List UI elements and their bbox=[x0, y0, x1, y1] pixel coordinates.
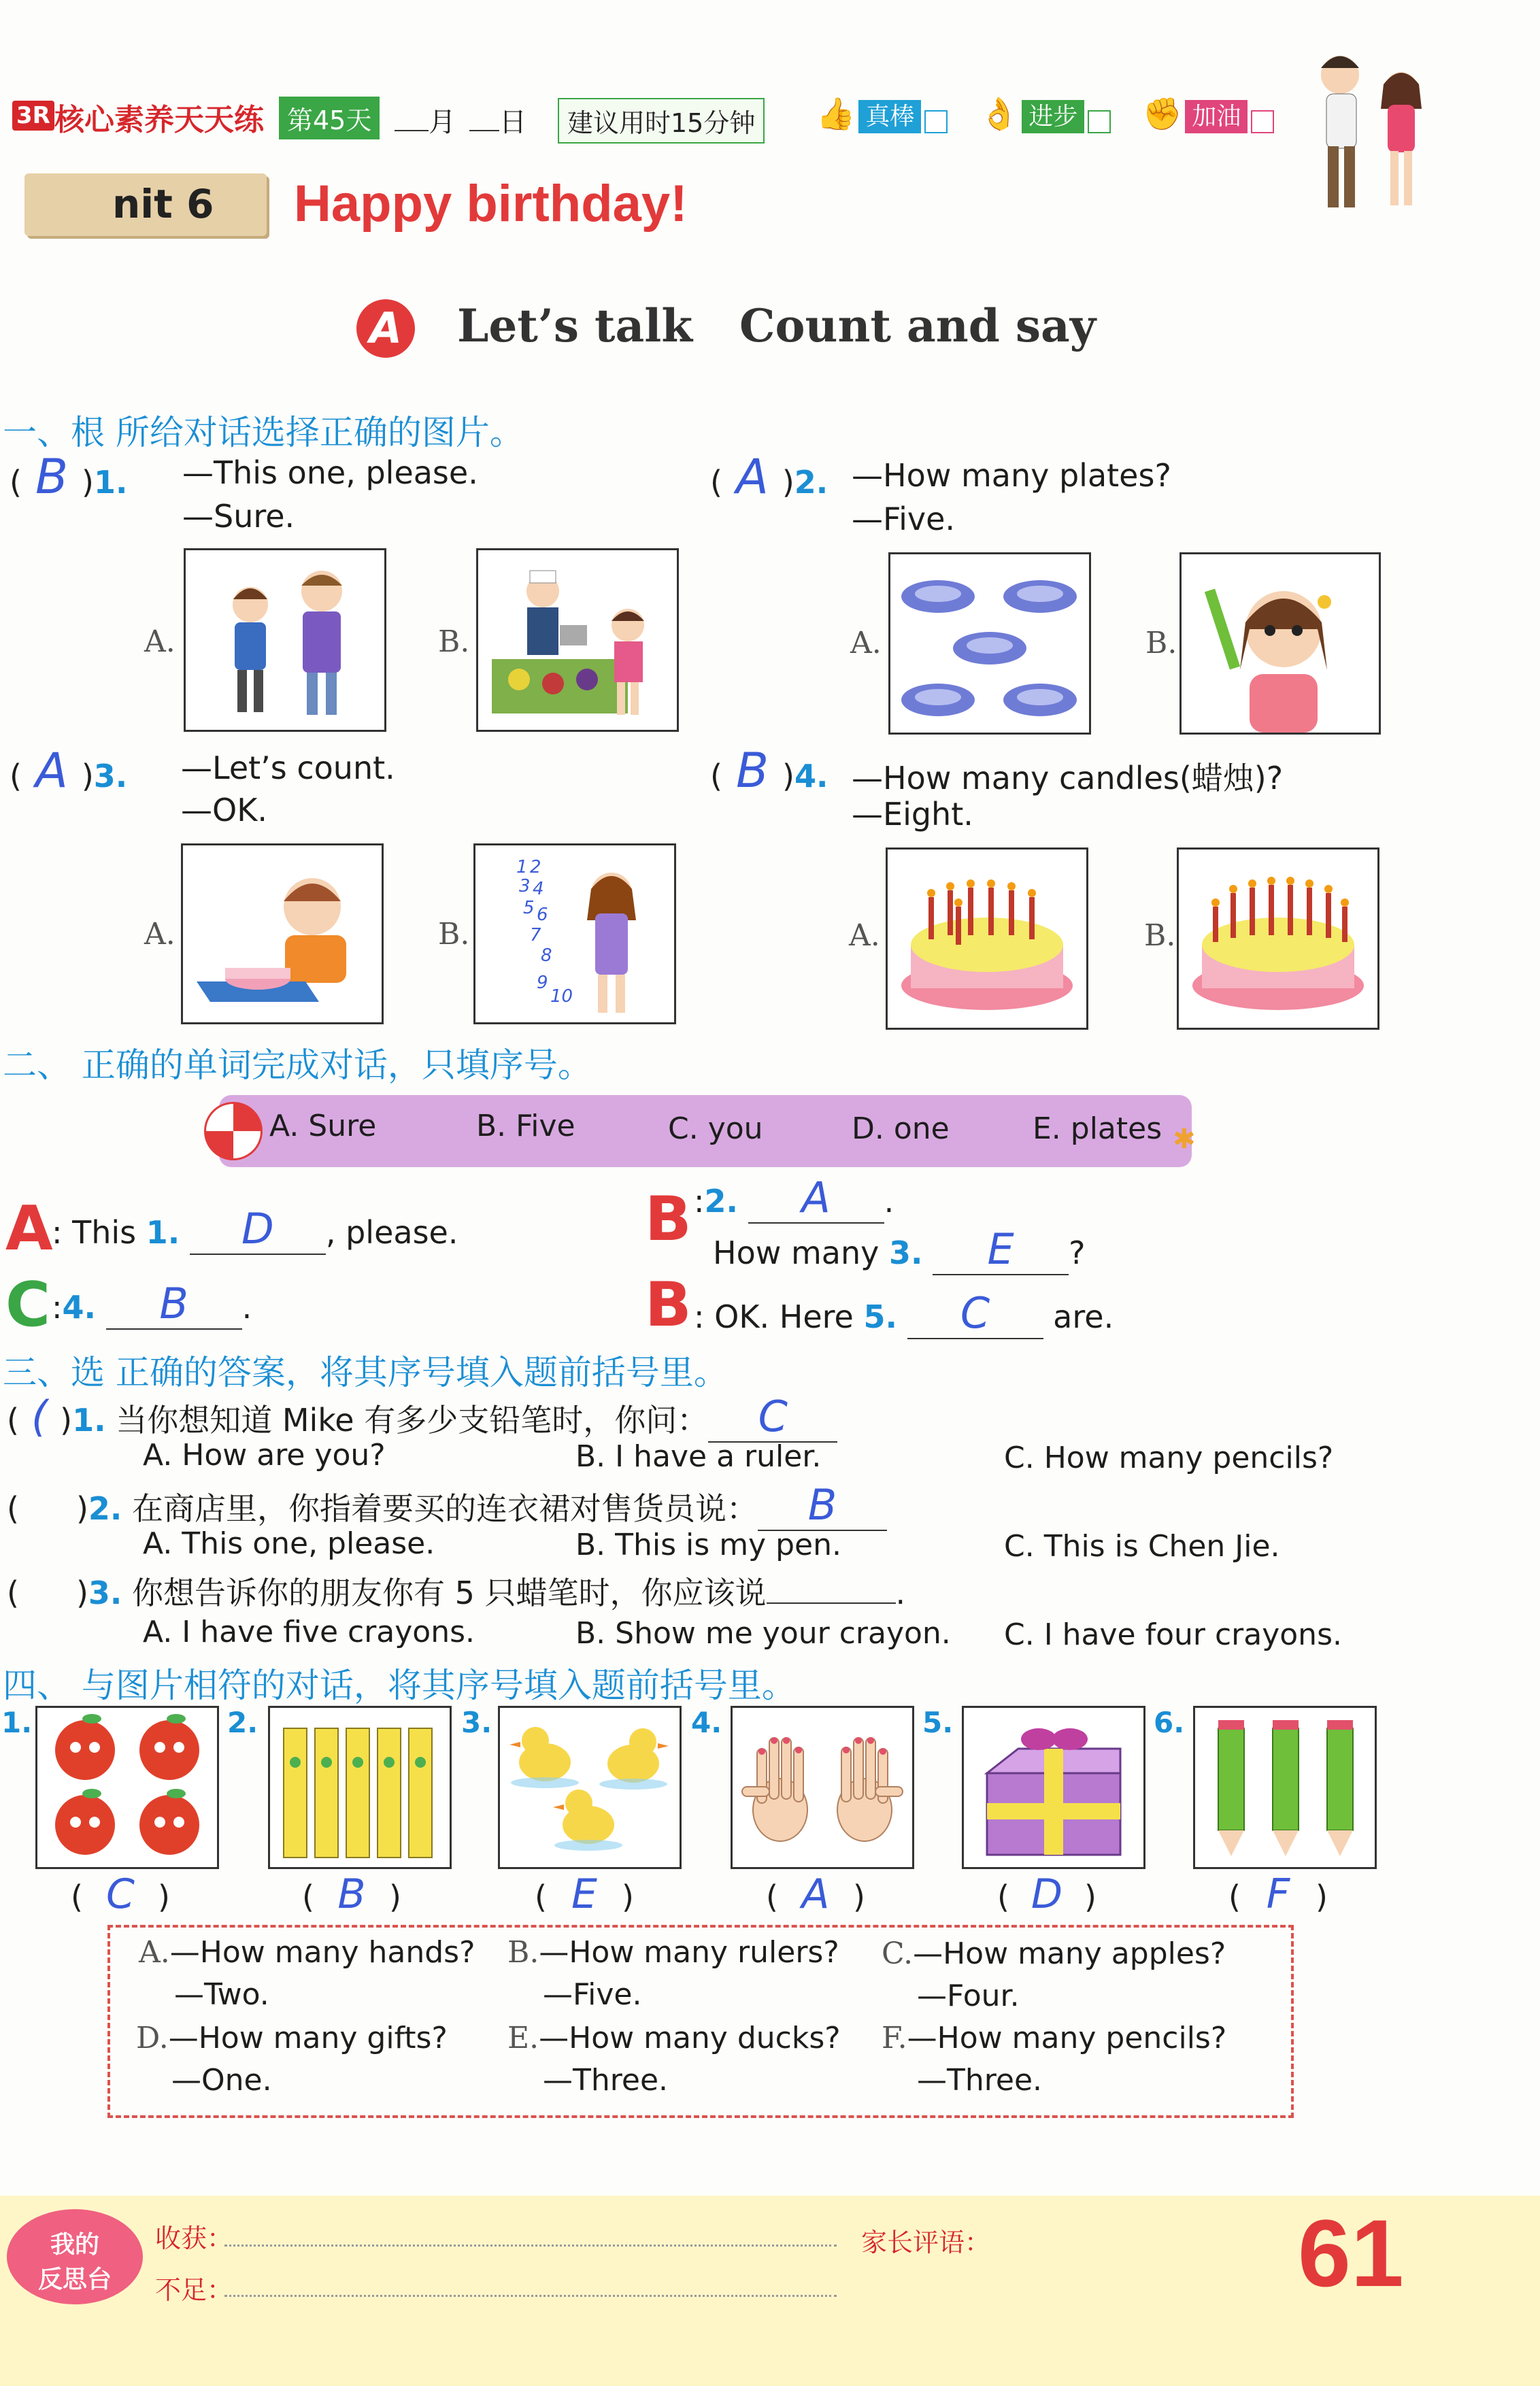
sec2-title: 二、 正确的单词完成对话，只填序号。 bbox=[3, 1045, 592, 1085]
sec1-q4-opt-b: B. bbox=[1144, 918, 1176, 953]
speaker-c: C bbox=[5, 1269, 51, 1341]
sec1-q1-pic-a bbox=[184, 548, 386, 732]
svg-text:1: 1 bbox=[516, 857, 528, 877]
sec3-q2-c: C. This is Chen Jie. bbox=[1004, 1529, 1280, 1564]
sec1-q3-pic-a bbox=[181, 843, 384, 1024]
sec4-num-2: 2. bbox=[227, 1706, 258, 1739]
date-month: 月 bbox=[395, 101, 456, 139]
sec1-q3-pic-b bbox=[473, 843, 676, 1024]
sec4-pic-gift bbox=[962, 1706, 1145, 1869]
sec1-q1-answer[interactable]: B bbox=[35, 449, 68, 505]
sec1-q2: ( A )2. bbox=[710, 449, 828, 505]
sec1-q1-line1: —This one, please. bbox=[182, 454, 478, 491]
sec3-q3-a: A. I have five crayons. bbox=[143, 1615, 475, 1649]
part-title: Let’s talk Count and say bbox=[457, 299, 1097, 352]
thumb-icon: 👍 bbox=[816, 95, 856, 132]
svg-text:5: 5 bbox=[523, 898, 535, 918]
sec3-q3-blank[interactable] bbox=[767, 1602, 896, 1604]
lack-label: 不足： bbox=[155, 2275, 233, 2305]
svg-text:3: 3 bbox=[519, 876, 531, 896]
sec4-num-6: 6. bbox=[1154, 1706, 1185, 1739]
star-icon: ✱ bbox=[1173, 1124, 1196, 1155]
sec4-option-c: C.—How many apples? —Four. bbox=[882, 1936, 1226, 2013]
sec1-q3-line1: —Let’s count. bbox=[181, 750, 395, 786]
sec4-option-a: A.—How many hands? —Two. bbox=[139, 1935, 475, 2012]
blank-3[interactable]: E bbox=[933, 1224, 1069, 1275]
word-e: E. plates bbox=[1033, 1111, 1162, 1146]
sec1-q1-opt-a: A. bbox=[144, 624, 175, 659]
unit-label: nit 6 bbox=[112, 181, 214, 227]
sec4-answer-2[interactable]: ( B ) bbox=[302, 1870, 401, 1918]
fist-icon: ✊ bbox=[1143, 95, 1182, 132]
sec4-num-4: 4. bbox=[691, 1706, 722, 1739]
sec3-q2-b: B. This is my pen. bbox=[575, 1528, 841, 1562]
sec4-pic-ducks bbox=[498, 1706, 682, 1869]
page-number: 61 bbox=[1298, 2200, 1404, 2306]
sec1-q1: ( B )1. bbox=[10, 449, 128, 505]
sec3-q3-b: B. Show me your crayon. bbox=[575, 1616, 951, 1651]
blank-1[interactable]: D bbox=[190, 1204, 326, 1255]
sec1-q3-opt-a: A. bbox=[144, 917, 175, 952]
sec1-q2-pic-a bbox=[888, 552, 1091, 735]
kids-illustration bbox=[1292, 41, 1442, 238]
sec1-q4-pic-b bbox=[1177, 847, 1379, 1030]
sec3-q1-stem: ( ( )1. 当你想知道 Mike 有多少支铅笔时，你问： C bbox=[7, 1392, 837, 1443]
candy-icon bbox=[204, 1102, 263, 1160]
sec4-answer-1[interactable]: ( C ) bbox=[71, 1870, 170, 1918]
badge-cheer: ✊ 加油 bbox=[1143, 95, 1274, 133]
sec3-q1-answer[interactable]: ( bbox=[31, 1392, 48, 1441]
sec1-q3-line2: —OK. bbox=[181, 792, 267, 828]
reflection-badge: 我的 反思台 bbox=[7, 2209, 143, 2304]
svg-text:8: 8 bbox=[541, 945, 552, 966]
sec1-q2-pic-b bbox=[1179, 552, 1381, 735]
sec4-pic-hands bbox=[731, 1706, 914, 1869]
unit-title: Happy birthday! bbox=[294, 175, 688, 233]
sec4-title: 四、 与图片相符的对话，将其序号填入题前括号里。 bbox=[3, 1666, 796, 1705]
sec4-answer-3[interactable]: ( E ) bbox=[535, 1870, 634, 1918]
speaker-a: A bbox=[5, 1193, 53, 1264]
sec1-q4-pic-a bbox=[886, 847, 1088, 1030]
sec1-q4-line2: —Eight. bbox=[852, 796, 973, 833]
dialog-c: :4. B . bbox=[52, 1279, 252, 1328]
sec1-q3-opt-b: B. bbox=[438, 917, 470, 952]
svg-text:10: 10 bbox=[550, 986, 573, 1007]
sec3-q1-c: C. How many pencils? bbox=[1004, 1441, 1334, 1475]
sec1-q3: ( A )3. bbox=[10, 743, 128, 799]
speaker-b2: B bbox=[645, 1269, 692, 1341]
date-day: 日 bbox=[469, 101, 526, 139]
lack-line[interactable] bbox=[224, 2295, 837, 2297]
sec4-answer-4[interactable]: ( A ) bbox=[766, 1870, 865, 1918]
blank-5[interactable]: C bbox=[907, 1288, 1043, 1339]
sec4-num-1: 1. bbox=[1, 1706, 33, 1739]
sec1-q4: ( B )4. bbox=[710, 743, 828, 799]
speaker-b: B bbox=[645, 1183, 692, 1255]
sec3-q3-c: C. I have four crayons. bbox=[1004, 1617, 1342, 1652]
ok-hand-icon: 👌 bbox=[980, 95, 1019, 132]
svg-text:9: 9 bbox=[537, 973, 548, 993]
sec1-q3-answer[interactable]: A bbox=[35, 743, 68, 799]
sec1-q2-answer[interactable]: A bbox=[735, 449, 769, 505]
sec4-pic-apples bbox=[35, 1706, 219, 1869]
series-tag: 3R bbox=[12, 101, 54, 131]
word-b: B. Five bbox=[476, 1109, 575, 1143]
sec4-answer-5[interactable]: ( D ) bbox=[997, 1870, 1097, 1918]
word-c: C. you bbox=[668, 1111, 763, 1146]
badge-great: 👍 真棒 bbox=[816, 95, 948, 133]
sec4-answer-6[interactable]: ( F ) bbox=[1228, 1870, 1328, 1918]
blank-4[interactable]: B bbox=[106, 1279, 242, 1330]
sec1-q4-opt-a: A. bbox=[849, 918, 880, 953]
gain-label: 收获： bbox=[155, 2223, 233, 2253]
sec3-q1-blank[interactable]: C bbox=[708, 1392, 837, 1443]
word-d: D. one bbox=[852, 1111, 950, 1146]
badge-progress: 👌 进步 bbox=[980, 95, 1111, 133]
part-letter: A bbox=[356, 299, 415, 358]
day-badge: 第45天 bbox=[279, 97, 380, 139]
sec1-q1-pic-b bbox=[476, 548, 679, 732]
svg-text:7: 7 bbox=[530, 925, 541, 945]
sec1-q2-opt-a: A. bbox=[850, 626, 882, 660]
sec3-q3-stem: ( )3. 你想告诉你的朋友你有 5 只蜡笔时，你应该说 . bbox=[7, 1575, 906, 1611]
checkbox-great[interactable] bbox=[924, 110, 948, 133]
sec1-q1-opt-b: B. bbox=[438, 624, 470, 659]
checkbox-progress[interactable] bbox=[1088, 110, 1111, 133]
sec4-num-3: 3. bbox=[461, 1706, 492, 1739]
sec4-option-d: D.—How many gifts? —One. bbox=[136, 2021, 448, 2098]
dialog-b-3: How many 3. E ? bbox=[713, 1224, 1086, 1274]
sec1-title: 一、根 所给对话选择正确的图片。 bbox=[3, 413, 524, 452]
word-a: A. Sure bbox=[269, 1109, 377, 1143]
sec3-q2-stem: ( )2. 在商店里，你指着要买的连衣裙对售货员说： B bbox=[7, 1480, 887, 1531]
sec3-q1-a: A. How are you? bbox=[143, 1438, 386, 1473]
sec1-q4-line1: —How many candles(蜡烛)? bbox=[852, 760, 1284, 796]
sec4-pic-rulers bbox=[268, 1706, 452, 1869]
sec4-option-b: B.—How many rulers? —Five. bbox=[507, 1935, 839, 2012]
sec3-q2-a: A. This one, please. bbox=[143, 1526, 435, 1561]
sec1-q2-line2: —Five. bbox=[852, 501, 956, 537]
svg-text:6: 6 bbox=[537, 905, 548, 925]
sec3-q1-b: B. I have a ruler. bbox=[575, 1439, 822, 1474]
svg-text:2: 2 bbox=[530, 857, 541, 877]
sec1-q2-line1: —How many plates? bbox=[852, 457, 1171, 494]
sec3-title: 三、选 正确的答案，将其序号填入题前括号里。 bbox=[3, 1353, 728, 1392]
dialog-a: : This 1. D , please. bbox=[52, 1204, 458, 1254]
sec1-q4-answer[interactable]: B bbox=[735, 743, 769, 799]
gain-line[interactable] bbox=[224, 2245, 837, 2247]
sec4-option-e: E.—How many ducks? —Three. bbox=[507, 2021, 841, 2098]
sec1-q1-line2: —Sure. bbox=[182, 498, 295, 535]
sec4-pic-pencils bbox=[1193, 1706, 1377, 1869]
sec4-option-f: F.—How many pencils? —Three. bbox=[882, 2021, 1227, 2098]
sec1-q2-opt-b: B. bbox=[1145, 626, 1177, 660]
sec4-num-5: 5. bbox=[922, 1706, 954, 1739]
svg-text:4: 4 bbox=[533, 879, 544, 899]
parent-comment-label: 家长评语： bbox=[861, 2228, 991, 2257]
dialog-b2: : OK. Here 5. C are. bbox=[694, 1288, 1114, 1338]
series-title: 核心素养天天练 bbox=[54, 103, 264, 137]
sec3-q2-blank[interactable]: B bbox=[758, 1480, 887, 1531]
time-suggest: 建议用时15分钟 bbox=[558, 98, 765, 144]
checkbox-cheer[interactable] bbox=[1251, 110, 1274, 133]
dialog-b-2: :2. A . bbox=[694, 1173, 894, 1222]
blank-2[interactable]: A bbox=[748, 1173, 884, 1224]
